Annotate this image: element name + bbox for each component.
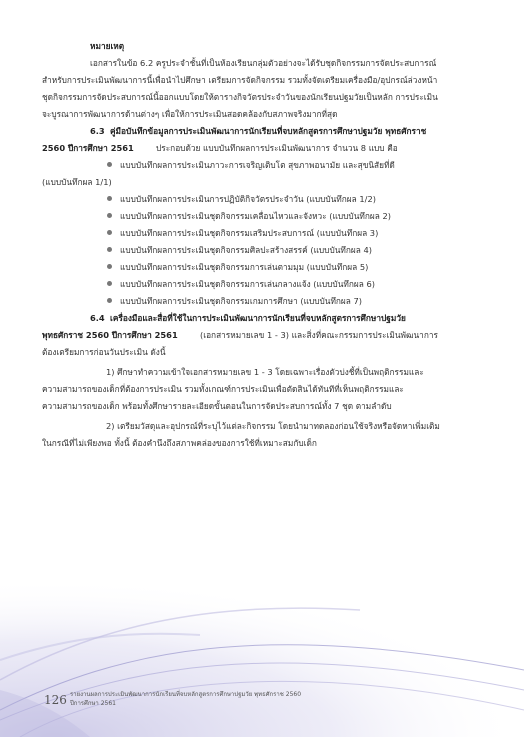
note-heading: หมายเหตุ — [90, 41, 125, 51]
numbered-item-1-line-2: ความสามารถของเด็กที่ต้องการประเมิน รวมทั้งเกณฑ์การประเมินเพื่อตัดสินได้ทันทีที่เห็นพฤติกรรมและ — [42, 384, 404, 394]
numbered-item-1-line-1: 1) ศึกษาทำความเข้าใจเอกสารหมายเลข 1 - 3 โดยเฉพาะเรื่องตัวบ่งชี้ที่เป็นพฤติกรรมและ — [106, 367, 424, 377]
para-6-2-line-2: สำหรับการประเมินพัฒนาการนี้เพื่อนำไปศึกษา เตรียมการจัดกิจกรรม รวมทั้งจัดเตรียมเครื่องมือ/อุปกรณ์ล่วงหน้า — [42, 75, 438, 85]
bullet-item-2: แบบบันทึกผลการประเมินการปฏิบัติกิจวัตรประจำวัน (แบบบันทึกผล 1/2) — [120, 194, 376, 204]
item-6-4-number: 6.4 — [90, 313, 105, 323]
footer-title-line-2: ปีการศึกษา 2561 — [70, 700, 116, 707]
bullet-dot — [107, 264, 112, 269]
item-6-4-description: (เอกสารหมายเลข 1 - 3) และสิ่งที่คณะกรรมการประเมินพัฒนาการ — [200, 330, 438, 340]
numbered-item-2-line-2: ในกรณีที่ไม่เพียงพอ ทั้งนี้ ต้องคำนึงถึงสภาพคล่องของการใช้ที่เหมาะสมกับเด็ก — [42, 438, 317, 448]
item-6-3-number: 6.3 — [90, 126, 105, 136]
bullet-item-1: แบบบันทึกผลการประเมินภาวะการเจริญเติบโต สุขภาพอนามัย และสุขนิสัยที่ดี — [120, 160, 395, 170]
bullet-dot — [107, 162, 112, 167]
bullet-dot — [107, 213, 112, 218]
para-6-2-line-3: ชุดกิจกรรมการจัดประสบการณ์นี้ออกแบบโดยให้ตารางกิจวัตรประจำวันของนักเรียนปฐมวัยเป็นหลัก การประเมิน — [42, 92, 438, 102]
bullet-dot — [107, 196, 112, 201]
bullet-item-4: แบบบันทึกผลการประเมินชุดกิจกรรมเสริมประสบการณ์ (แบบบันทึกผล 3) — [120, 228, 379, 238]
footer-title-line-1: รายงานผลการประเมินพัฒนาการนักเรียนที่จบหลักสูตรการศึกษาปฐมวัย พุทธศักราช 2560 — [70, 691, 302, 698]
item-6-4-year: พุทธศักราช 2560 ปีการศึกษา 2561 — [42, 330, 178, 340]
item-6-3-title: คู่มือบันทึกข้อมูลการประเมินพัฒนาการนักเรียนที่จบหลักสูตรการศึกษาปฐมวัย พุทธศักราช — [110, 126, 427, 136]
bullet-item-1-continuation: (แบบบันทึกผล 1/1) — [42, 177, 112, 187]
bullet-dot — [107, 298, 112, 303]
para-6-2-line-4: จะบูรณาการพัฒนาการด้านต่างๆ เพื่อให้การประเมินสอดคล้องกับสภาพจริงมากที่สุด — [42, 109, 338, 119]
bullet-dot — [107, 230, 112, 235]
numbered-item-2-line-1: 2) เตรียมวัสดุและอุปกรณ์ที่ระบุไว้แต่ละกิจกรรม โดยนำมาทดลองก่อนใช้จริงหรือจัดหาเพิ่มเติม — [106, 421, 440, 431]
footer-title — [70, 690, 301, 708]
item-6-4-title: เครื่องมือและสื่อที่ใช้ในการประเมินพัฒนาการนักเรียนที่จบหลักสูตรการศึกษาปฐมวัย — [110, 313, 406, 323]
bullet-dot — [107, 247, 112, 252]
bullet-item-5: แบบบันทึกผลการประเมินชุดกิจกรรมศิลปะสร้างสรรค์ (แบบบันทึกผล 4) — [120, 245, 372, 255]
page-number: 126 — [44, 693, 67, 707]
bullet-item-6: แบบบันทึกผลการประเมินชุดกิจกรรมการเล่นตามมุม (แบบบันทึกผล 5) — [120, 262, 369, 272]
item-6-3-year: 2560 ปีการศึกษา 2561 — [42, 143, 134, 153]
item-6-4-line-3: ต้องเตรียมการก่อนวันประเมิน ดังนี้ — [42, 347, 166, 357]
item-6-3-description: ประกอบด้วย แบบบันทึกผลการประเมินพัฒนาการ จำนวน 8 แบบ คือ — [156, 143, 398, 153]
para-6-2-line-1: เอกสารในข้อ 6.2 ครูประจำชั้นที่เป็นห้องเรียนกลุ่มตัวอย่างจะได้รับชุดกิจกรรมการจัดประสบการณ์ — [90, 58, 437, 68]
bullet-item-7: แบบบันทึกผลการประเมินชุดกิจกรรมการเล่นกลางแจ้ง (แบบบันทึกผล 6) — [120, 279, 375, 289]
bullet-item-3: แบบบันทึกผลการประเมินชุดกิจกรรมเคลื่อนไหวและจังหวะ (แบบบันทึกผล 2) — [120, 211, 391, 221]
numbered-item-1-line-3: ความสามารถของเด็ก พร้อมทั้งศึกษารายละเอียดขั้นตอนในการจัดประสบการณ์ทั้ง 7 ชุด ตามลำดับ — [42, 401, 392, 411]
bullet-dot — [107, 281, 112, 286]
bullet-item-8: แบบบันทึกผลการประเมินชุดกิจกรรมเกมการศึกษา (แบบบันทึกผล 7) — [120, 296, 363, 306]
decorative-swirl-graphic — [0, 560, 524, 737]
